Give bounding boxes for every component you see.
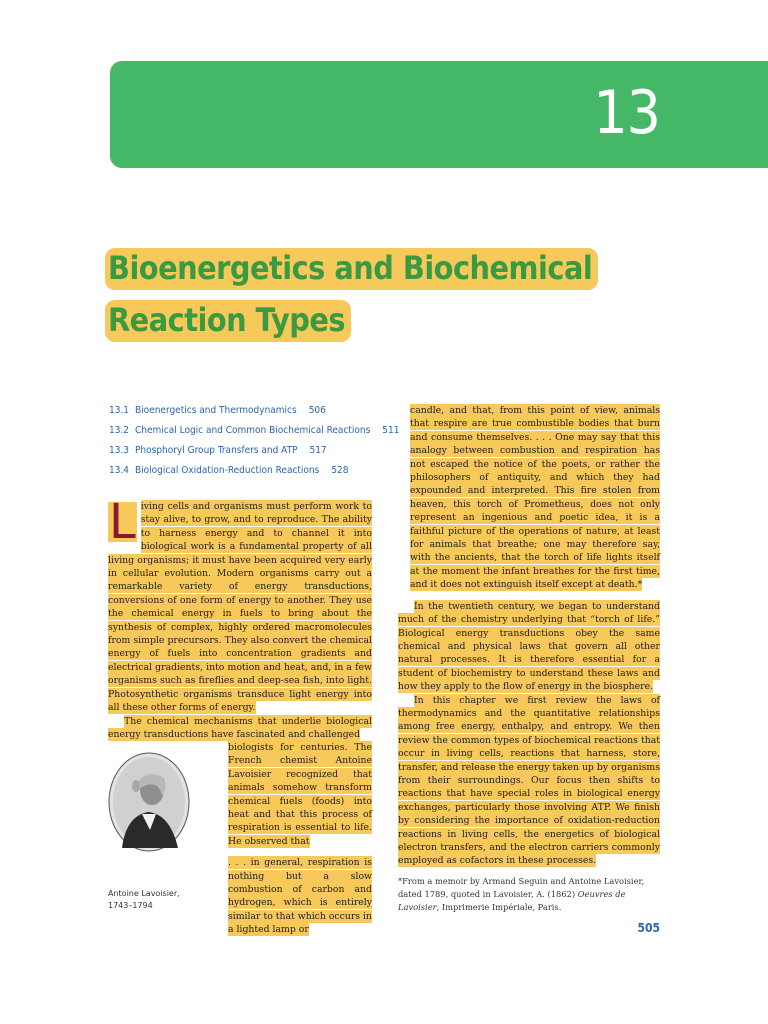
paragraph-intro (108, 494, 372, 715)
toc-title: Biological Oxidation-Reduction Reactions (135, 465, 320, 476)
paragraph-lavoisier-cont: biologists for centuries. The French chemist Antoine Lavoisier recognized that animals somehow transform chemical fuels (foods) into heat and that this process of respiration is essential to life. He observed that (228, 742, 372, 847)
toc-page: 528 (331, 465, 349, 476)
toc-number: 13.3 (109, 445, 130, 456)
toc-number: 13.1 (109, 405, 130, 416)
toc-title: Phosphoryl Group Transfers and ATP (135, 445, 298, 456)
left-column-top (108, 494, 372, 741)
paragraph-chapter-overview: In this chapter we first review the laws of thermodynamics and the quantitative relationships among free energy, enthalpy, and entropy. We then review the common types of biochemical reactions that occur in living cells, reactions that harness, store, transfer, and release the energy taken up by organisms from their surroundings. Our focus then shifts to reactions that have special roles in biological energy exchanges, particularly those involving ATP. We finish by considering the importance of oxidation-reduction reactions in living cells, the energetics of biological electron transfers, and the electron carriers commonly employed as cofactors in these processes. (398, 694, 660, 867)
toc-entry[interactable] (109, 444, 389, 464)
chapter-title-line-1: Bioenergetics and Biochemical (105, 248, 598, 290)
chapter-band (110, 61, 768, 168)
toc-title: Bioenergetics and Thermodynamics (135, 405, 297, 416)
page-number: 505 (637, 921, 660, 935)
chapter-number: 13 (593, 78, 660, 148)
right-column (398, 404, 660, 868)
toc-entry[interactable] (109, 404, 389, 424)
intro-text: iving cells and organisms must perform work to stay alive, to grow, and to reproduce. The ability to harness energy and to channel it into biological work is a fundamental property of all living organisms; it must have been acquired very early in cellular evolution. Modern organisms carry out a remarkable variety of energy transductions, conversions of one form of energy to another. They use the chemical energy in fuels to bring about the synthesis of complex, highly ordered macromolecules from simple precursors. They also convert the chemical energy of fuels into concentration gradients and electrical gradients, into motion and heat, and, in a few organisms such as fireflies and deep-sea fish, into light. Photosynthetic organisms transduce light energy into all these other forms of energy. (108, 501, 372, 714)
toc-page: 517 (309, 445, 327, 456)
toc-number: 13.2 (109, 425, 130, 436)
toc-page: 511 (382, 425, 400, 436)
lavoisier-portrait (108, 752, 190, 852)
portrait-caption: Antoine Lavoisier, 1743–1794 (108, 889, 180, 910)
toc-title: Chemical Logic and Common Biochemical Reactions (135, 425, 371, 436)
chapter-contents (109, 404, 400, 484)
footnote: *From a memoir by Armand Seguin and Antoine Lavoisier, dated 1789, quoted in Lavoisier, A. (1862) Oeuvres de Lavoisier, Imprimerie Impériale, Paris. (398, 876, 645, 912)
quote-continuation: candle, and that, from this point of view, animals that respire are true combustible bodies that burn and consume themselves. . . . One may say that this analogy between combustion and respiration has not escaped the notice of the poets, or rather the philosophers of antiquity, and which they had expounded and interpreted. This fire stolen from heaven, this torch of Prometheus, does not only represent an ingenious and poetic idea, it is a faithful picture of the operations of nature, at least for animals that breathe; one may therefore say, with the ancients, that the torch of life lights itself at the moment the infant breathes for the first time, and it does not extinguish itself except at death.* (410, 405, 660, 591)
paragraph-twentieth-century: In the twentieth century, we began to understand much of the chemistry underlying that “torch of life.” Biological energy transductions obey the same chemical and physical laws that govern all other natural processes. It is therefore essential for a student of biochemistry to understand these laws and how they apply to the flow of energy in the biosphere. (398, 600, 660, 693)
chapter-title-line-2: Reaction Types (105, 300, 351, 342)
toc-number: 13.4 (109, 465, 130, 476)
footnote-work-title: Oeuvres de Lavoisier (398, 889, 626, 912)
quote-start: . . . in general, respiration is nothing but a slow combustion of carbon and hydrogen, which is entirely similar to that which occurs in a lighted lamp or (228, 857, 372, 936)
toc-entry[interactable] (109, 464, 389, 484)
chapter-title (105, 242, 598, 346)
toc-entry[interactable] (109, 424, 400, 444)
toc-page: 506 (308, 405, 326, 416)
portrait-image (108, 752, 190, 852)
drop-cap: L (109, 494, 136, 550)
paragraph-lavoisier-start: The chemical mechanisms that underlie biological energy transductions have fascinated and challenged (108, 715, 372, 740)
left-column-narrow (228, 741, 372, 937)
